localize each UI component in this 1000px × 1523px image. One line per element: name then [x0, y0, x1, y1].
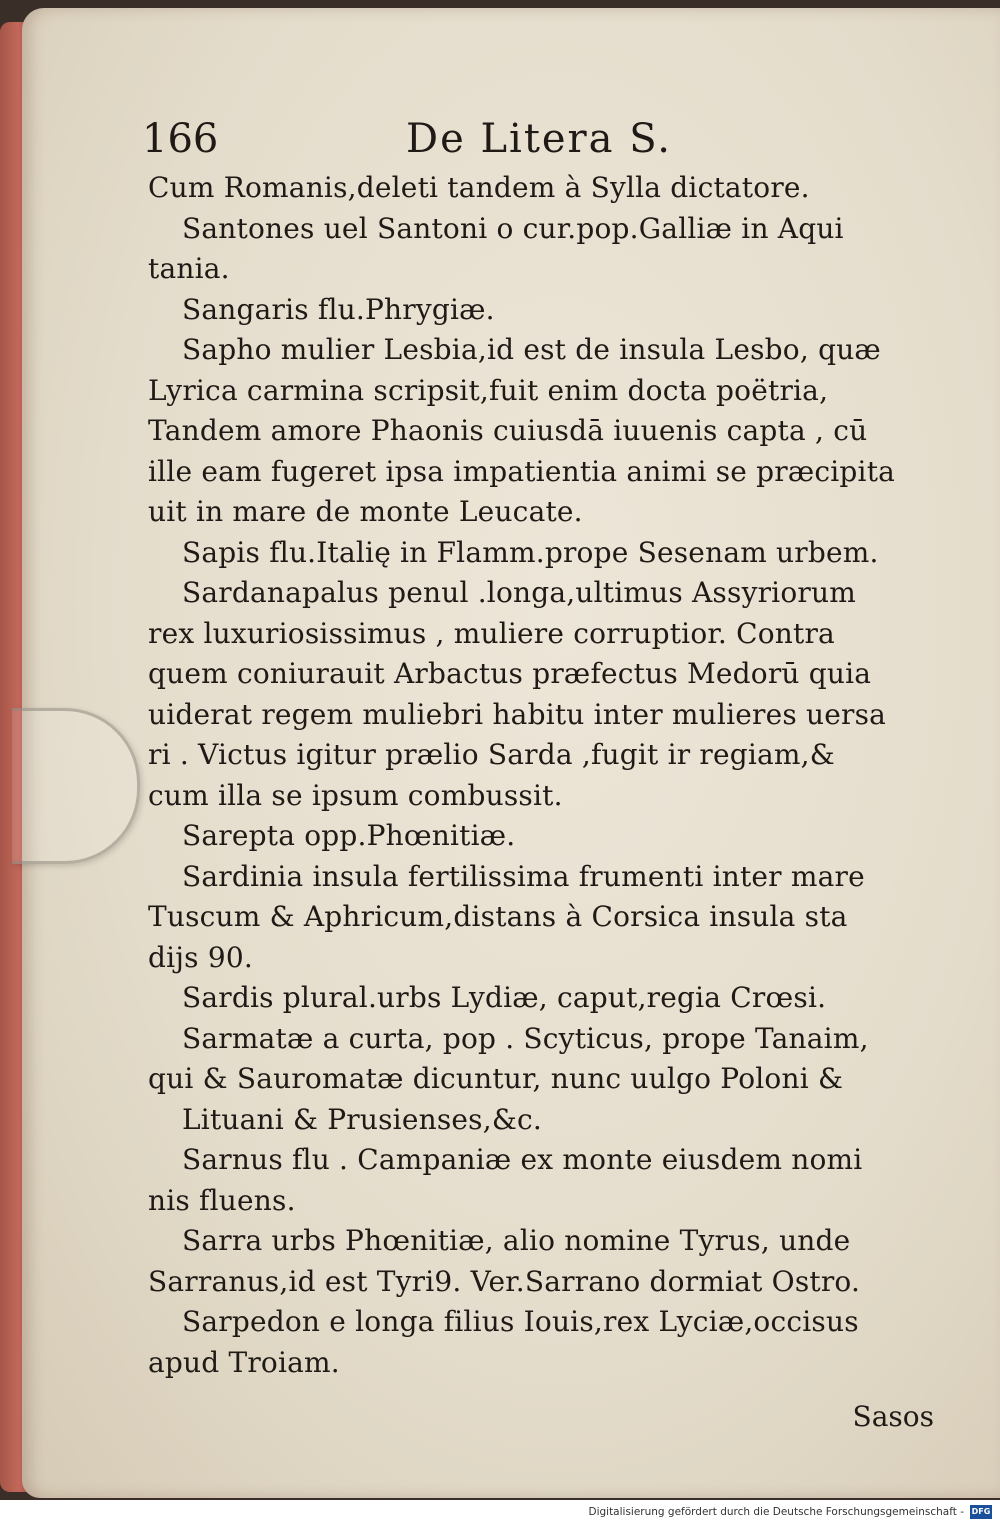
- text-line: Sardinia insula fertilissima frumenti inter mare: [182, 859, 865, 893]
- text-line: Sapho mulier Lesbia,id est de insula Lesbo, quæ: [182, 333, 881, 366]
- text-line: Tandem amore Phaonis cuiusdā iuuenis capta , cū: [148, 414, 868, 447]
- page-number: 166: [142, 116, 219, 162]
- text-line: apud Troiam.: [148, 1345, 340, 1379]
- text-line: quem coniurauit Arbactus præfectus Medorū quia: [148, 657, 872, 690]
- text-lines: [148, 168, 938, 1383]
- digitization-footer: [0, 1500, 1000, 1523]
- footer-credit: Digitalisierung gefördert durch die Deutsche Forschungsgemeinschaft -: [588, 1505, 964, 1518]
- text-line: uit in mare de monte Leucate.: [148, 495, 583, 528]
- text-line: Sarra urbs Phœnitiæ, alio nomine Tyrus, unde: [182, 1224, 851, 1257]
- text-line: Sarmatæ a curta, pop . Scyticus, prope Tanaim,: [182, 1021, 869, 1055]
- page-clip: [12, 708, 140, 864]
- text-line: nis fluens.: [148, 1183, 296, 1217]
- text-line: cum illa se ipsum combussit.: [148, 778, 563, 812]
- text-line: Tuscum & Aphricum,distans à Corsica insula sta: [148, 900, 848, 933]
- running-title: De Litera S.: [406, 116, 672, 162]
- text-line: Sarepta opp.Phœnitiæ.: [182, 819, 516, 852]
- page-header: [142, 110, 938, 168]
- text-line: Cum Romanis,deleti tandem à Sylla dictatore.: [148, 171, 810, 204]
- text-line: Sapis flu.Italię in Flamm.prope Sesenam urbem.: [182, 535, 879, 569]
- text-line: ille eam fugeret ipsa impatientia animi se præcipita: [148, 454, 896, 488]
- text-line: Sarranus,id est Tyri9. Ver.Sarrano dormiat Ostro.: [148, 1264, 861, 1298]
- text-line: Sardis plural.urbs Lydiæ, caput,regia Crœsi.: [182, 981, 827, 1014]
- text-line: uiderat regem muliebri habitu inter mulieres uersa: [148, 697, 887, 731]
- text-line: ri . Victus igitur prælio Sarda ,fugit ir regiam,&: [148, 738, 835, 771]
- text-line: Lituani & Prusienses,&c.: [182, 1102, 542, 1136]
- text-line: dijs 90.: [148, 940, 253, 974]
- text-line: qui & Sauromatæ dicuntur, nunc uulgo Poloni &: [148, 1062, 844, 1095]
- dfg-logo-icon: DFG: [970, 1505, 992, 1519]
- text-line: rex luxuriosissimus , muliere corruptior. Contra: [148, 616, 835, 650]
- catchword: Sasos: [852, 1400, 934, 1433]
- page-text: [142, 110, 938, 1438]
- text-line: Sarpedon e longa filius Iouis,rex Lyciæ,occisus: [182, 1305, 859, 1338]
- text-line: Sarnus flu . Campaniæ ex monte eiusdem nomi: [182, 1143, 863, 1176]
- text-line: Santones uel Santoni o cur.pop.Galliæ in Aqui: [182, 211, 844, 245]
- text-line: tania.: [148, 252, 230, 285]
- text-line: Sangaris flu.Phrygiæ.: [182, 292, 495, 326]
- text-line: Lyrica carmina scripsit,fuit enim docta poëtria,: [148, 373, 829, 407]
- text-line: Sardanapalus penul .longa,ultimus Assyriorum: [182, 576, 856, 609]
